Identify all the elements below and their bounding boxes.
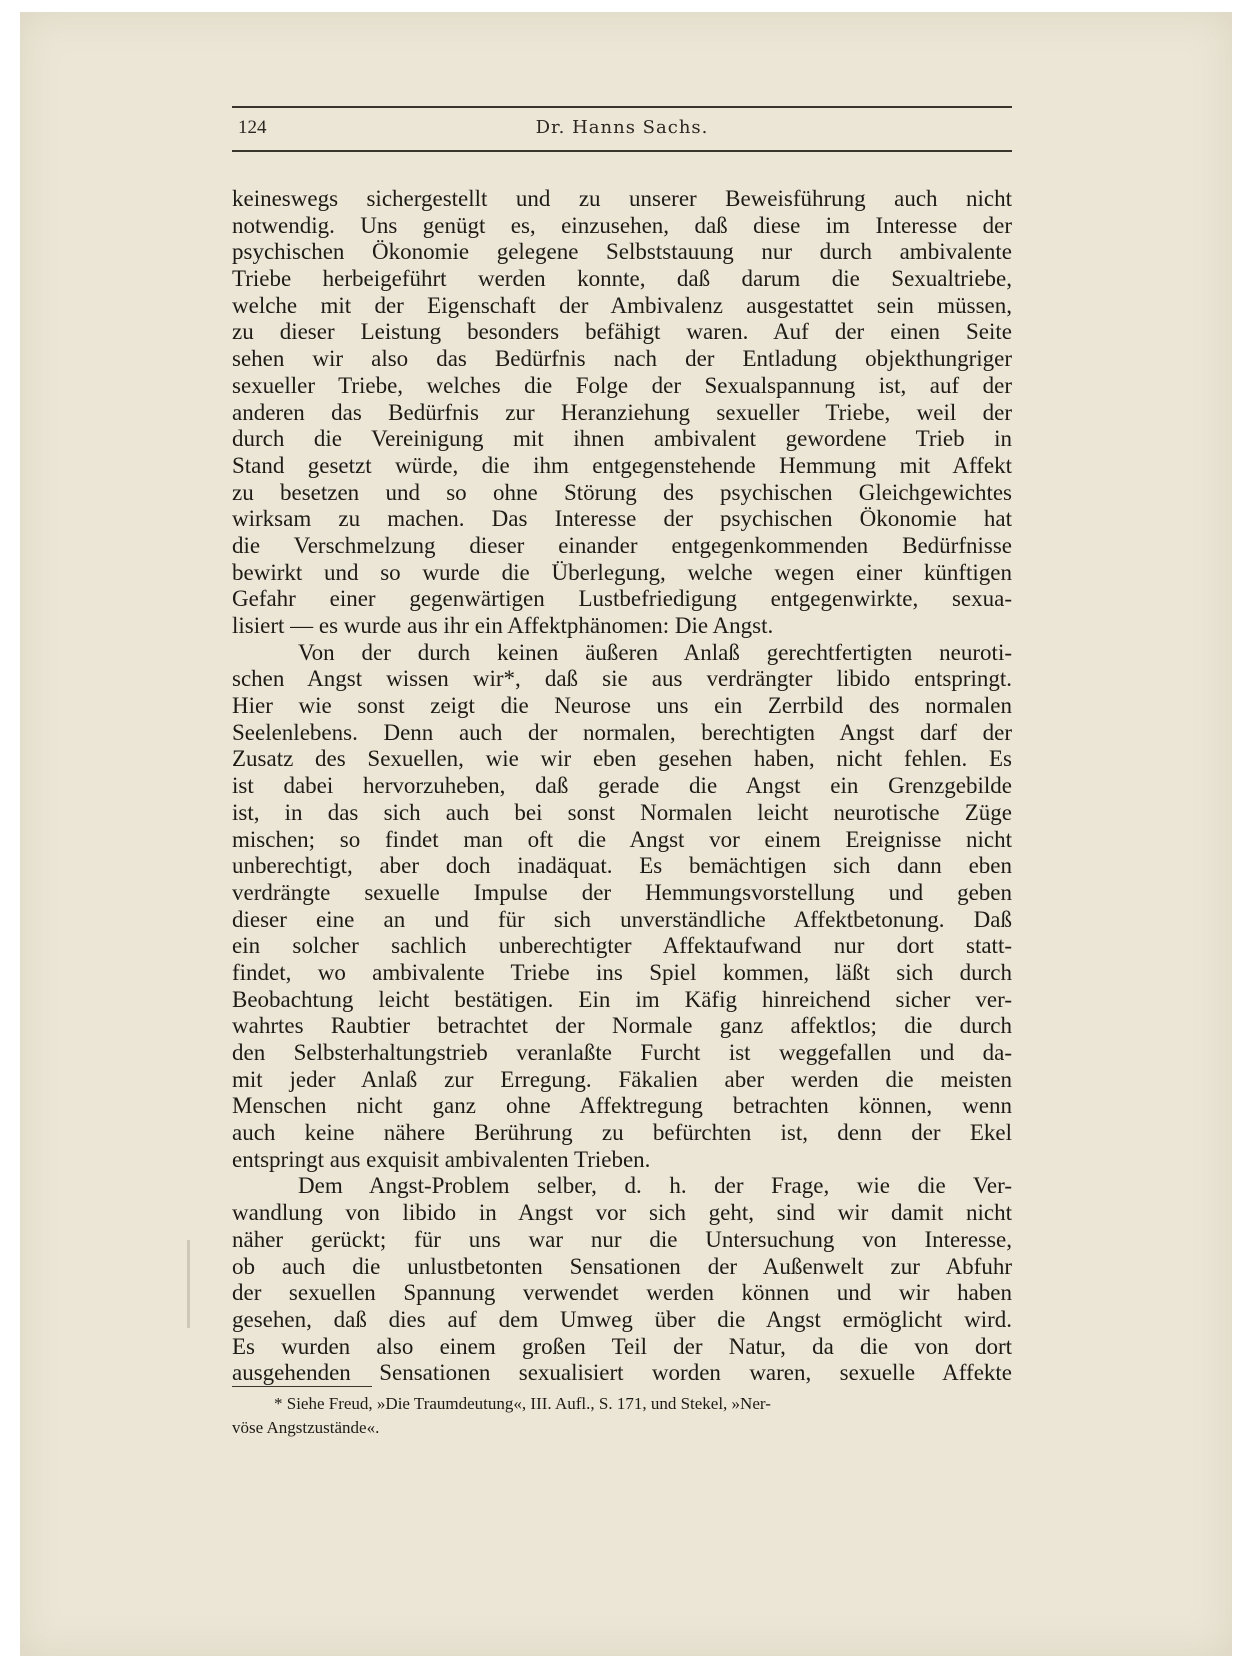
text-line: sexueller Triebe, welches die Folge der Sexualspannung ist, auf der xyxy=(232,372,1012,398)
text-line: Zusatz des Sexuellen, wie wir eben gesehen haben, nicht fehlen. Es xyxy=(232,746,1012,772)
text-line: wirksam zu machen. Das Interesse der psychischen Ökonomie hat xyxy=(232,506,1012,532)
footnote-line: * Siehe Freud, »Die Traumdeutung«, III. Aufl., S. 171, und Stekel, »Ner- xyxy=(274,1394,771,1413)
text-line: durch die Vereinigung mit ihnen ambivalent gewordene Trieb in xyxy=(232,426,1012,452)
footnote-rule xyxy=(232,1386,372,1387)
text-line: Menschen nicht ganz ohne Affektregung betrachten können, wenn xyxy=(232,1093,1012,1119)
text-line: der sexuellen Spannung verwendet werden können und wir haben xyxy=(232,1280,1012,1306)
running-head: Dr. Hanns Sachs. xyxy=(535,117,709,138)
text-line: zu besetzen und so ohne Störung des psychischen Gleichgewichtes xyxy=(232,479,1012,505)
page-number: 124 xyxy=(238,117,267,138)
text-line: notwendig. Uns genügt es, einzusehen, daß diese im Interesse der xyxy=(232,212,1012,238)
text-line: gesehen, daß dies auf dem Umweg über die Angst ermöglicht wird. xyxy=(232,1306,1012,1332)
text-line: Beobachtung leicht bestätigen. Ein im Käfig hinreichend sicher ver- xyxy=(232,986,1012,1012)
page-header xyxy=(232,106,1012,152)
text-line: Hier wie sonst zeigt die Neurose uns ein Zerrbild des normalen xyxy=(232,693,1012,719)
text-line: sehen wir also das Bedürfnis nach der Entladung objekthungriger xyxy=(232,346,1012,372)
text-line: Es wurden also einem großen Teil der Natur, da die von dort xyxy=(232,1333,1012,1359)
paragraph-start-line: Dem Angst-Problem selber, d. h. der Frage, wie die Ver- xyxy=(298,1173,1012,1199)
footnote xyxy=(232,1392,1012,1440)
text-line: auch keine nähere Berührung zu befürchten ist, denn der Ekel xyxy=(232,1120,1012,1146)
text-line: ob auch die unlustbetonten Sensationen der Außenwelt zur Abfuhr xyxy=(232,1253,1012,1279)
text-line: Gefahr einer gegenwärtigen Lustbefriedigung entgegenwirkte, sexua- xyxy=(232,586,1012,612)
text-line: ist dabei hervorzuheben, daß gerade die Angst ein Grenzgebilde xyxy=(232,773,1012,799)
text-line: welche mit der Eigenschaft der Ambivalenz ausgestattet sein müssen, xyxy=(232,292,1012,318)
margin-mark xyxy=(187,1240,190,1328)
text-line: die Verschmelzung dieser einander entgegenkommenden Bedürfnisse xyxy=(232,532,1012,558)
text-line: unberechtigt, aber doch inadäquat. Es bemächtigen sich dann eben xyxy=(232,853,1012,879)
text-line: mit jeder Anlaß zur Erregung. Fäkalien aber werden die meisten xyxy=(232,1066,1012,1092)
text-line: keineswegs sichergestellt und zu unserer Beweisführung auch nicht xyxy=(232,186,1012,211)
text-line: mischen; so findet man oft die Angst vor einem Ereignisse nicht xyxy=(232,826,1012,852)
text-line: ist, in das sich auch bei sonst Normalen leicht neurotische Züge xyxy=(232,799,1012,825)
text-line: anderen das Bedürfnis zur Heranziehung sexueller Triebe, weil der xyxy=(232,399,1012,425)
text-line: bewirkt und so wurde die Überlegung, welche wegen einer künftigen xyxy=(232,559,1012,585)
text-line: findet, wo ambivalente Triebe ins Spiel kommen, läßt sich durch xyxy=(232,959,1012,985)
text-line: den Selbsterhaltungstrieb veranlaßte Furcht ist weggefallen und da- xyxy=(232,1040,1012,1065)
text-line: Triebe herbeigeführt werden konnte, daß darum die Sexualtriebe, xyxy=(232,266,1012,292)
body-text xyxy=(232,186,1012,1387)
text-line: zu dieser Leistung besonders befähigt waren. Auf der einen Seite xyxy=(232,319,1012,345)
text-line: wahrtes Raubtier betrachtet der Normale ganz affektlos; die durch xyxy=(232,1013,1012,1039)
text-line: näher gerückt; für uns war nur die Untersuchung von Interesse, xyxy=(232,1226,1012,1252)
text-line: verdrängte sexuelle Impulse der Hemmungsvorstellung und geben xyxy=(232,879,1012,905)
text-line: ausgehenden Sensationen sexualisiert worden waren, sexuelle Affekte xyxy=(232,1360,1012,1386)
paragraph-start-line: Von der durch keinen äußeren Anlaß gerechtfertigten neuroti- xyxy=(298,639,1012,665)
text-line: ein solcher sachlich unberechtigter Affektaufwand nur dort statt- xyxy=(232,933,1012,959)
text-line: Seelenlebens. Denn auch der normalen, berechtigten Angst darf der xyxy=(232,719,1012,745)
text-line: entspringt aus exquisit ambivalenten Trieben. xyxy=(232,1146,651,1172)
text-line: schen Angst wissen wir*, daß sie aus verdrängter libido entspringt. xyxy=(232,666,1012,692)
text-line: psychischen Ökonomie gelegene Selbststauung nur durch ambivalente xyxy=(232,239,1012,265)
text-line: Stand gesetzt würde, die ihm entgegenstehende Hemmung mit Affekt xyxy=(232,452,1012,478)
text-line: lisiert — es wurde aus ihr ein Affektphänomen: Die Angst. xyxy=(232,613,774,638)
text-line: wandlung von libido in Angst vor sich geht, sind wir damit nicht xyxy=(232,1200,1012,1226)
text-line: dieser eine an und für sich unverständliche Affektbetonung. Daß xyxy=(232,906,1012,932)
footnote-line: vöse Angstzustände«. xyxy=(232,1418,380,1437)
